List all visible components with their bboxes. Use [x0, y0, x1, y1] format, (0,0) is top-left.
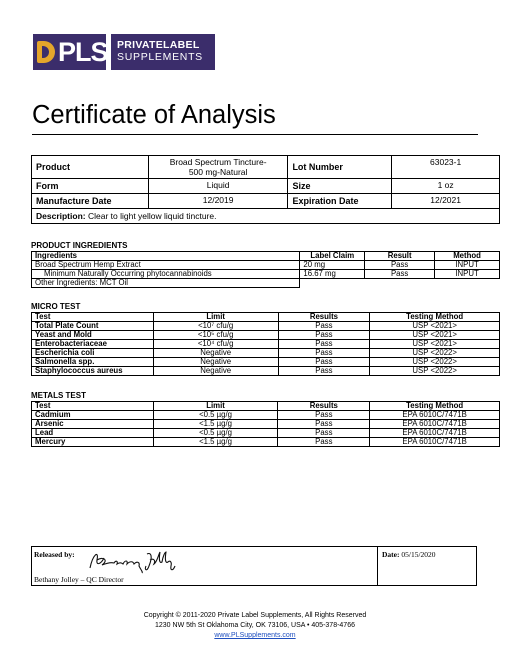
- date-value: 05/15/2020: [401, 550, 436, 559]
- result: Pass: [278, 358, 370, 367]
- release-cell: [32, 547, 378, 585]
- ingredients-heading: PRODUCT INGREDIENTS: [31, 241, 128, 250]
- limit: Negative: [153, 367, 278, 376]
- col-header: Testing Method: [370, 402, 500, 411]
- col-header: Limit: [153, 402, 278, 411]
- ingredient-name: Broad Spectrum Hemp Extract: [32, 261, 300, 270]
- table-row: [32, 367, 500, 376]
- limit: <1.5 µg/g: [153, 420, 278, 429]
- logo-line1: PRIVATELABEL: [117, 39, 200, 51]
- test-name: Mercury: [32, 438, 154, 447]
- result: Pass: [278, 429, 370, 438]
- metals-heading: METALS TEST: [31, 391, 86, 400]
- result: Pass: [365, 270, 435, 279]
- limit: <10⁵ cfu/g: [153, 331, 278, 340]
- exp-date-label: Expiration Date: [288, 194, 392, 209]
- release-date: [382, 550, 436, 559]
- logo-wordmark: [111, 34, 215, 70]
- lot-label: Lot Number: [288, 156, 392, 179]
- release-box: [31, 546, 477, 586]
- method: USP <2021>: [370, 331, 500, 340]
- test-name: Lead: [32, 429, 154, 438]
- table-row: [32, 156, 500, 179]
- method: USP <2022>: [370, 358, 500, 367]
- released-by-label: Released by:: [34, 550, 75, 559]
- product-label: Product: [32, 156, 149, 179]
- method: USP <2022>: [370, 367, 500, 376]
- page-title: Certificate of Analysis: [32, 101, 276, 129]
- logo-line2: SUPPLEMENTS: [117, 51, 203, 63]
- col-header: Test: [32, 402, 154, 411]
- result: Pass: [278, 411, 370, 420]
- result: Pass: [365, 261, 435, 270]
- micro-table: [31, 312, 500, 376]
- test-name: Yeast and Mold: [32, 331, 154, 340]
- result: Pass: [278, 349, 370, 358]
- company-logo: [33, 34, 213, 70]
- method: EPA 6010C/7471B: [370, 438, 500, 447]
- micro-heading: MICRO TEST: [31, 302, 81, 311]
- test-name: Escherichia coli: [32, 349, 154, 358]
- result: Pass: [278, 340, 370, 349]
- test-name: Staphylococcus aureus: [32, 367, 154, 376]
- ingredient-name: Minimum Naturally Occurring phytocannabinoids: [32, 270, 300, 279]
- result: Pass: [278, 322, 370, 331]
- logo-mark-text: PLS: [58, 37, 108, 67]
- label-claim: 16.67 mg: [300, 270, 365, 279]
- limit: Negative: [153, 358, 278, 367]
- website-link[interactable]: www.PLSupplements.com: [214, 632, 296, 639]
- ingredients-table: [31, 251, 500, 288]
- method: EPA 6010C/7471B: [370, 429, 500, 438]
- form-label: Form: [32, 179, 149, 194]
- lot-value: 63023-1: [392, 156, 500, 179]
- limit: <10⁴ cfu/g: [153, 340, 278, 349]
- signature-image: [87, 548, 177, 574]
- limit: <10⁷ cfu/g: [153, 322, 278, 331]
- col-header: Test: [32, 313, 154, 322]
- col-header: Label Claim: [300, 252, 365, 261]
- result: Pass: [278, 367, 370, 376]
- table-row: [32, 209, 500, 224]
- size-value: 1 oz: [392, 179, 500, 194]
- empty-cell: [300, 279, 500, 288]
- product-value-line2: 500 mg-Natural: [188, 167, 248, 177]
- limit: <0.5 µg/g: [153, 429, 278, 438]
- mfg-date-value: 12/2019: [148, 194, 288, 209]
- col-header: Testing Method: [370, 313, 500, 322]
- mfg-date-label: Manufacture Date: [32, 194, 149, 209]
- description-cell: [32, 209, 500, 224]
- table-row: [32, 279, 500, 288]
- method: EPA 6010C/7471B: [370, 420, 500, 429]
- method: EPA 6010C/7471B: [370, 411, 500, 420]
- limit: Negative: [153, 349, 278, 358]
- metals-table: [31, 401, 500, 447]
- col-header: Results: [278, 313, 370, 322]
- title-rule: [32, 134, 478, 135]
- col-header: Results: [278, 402, 370, 411]
- test-name: Arsenic: [32, 420, 154, 429]
- product-value-line1: Broad Spectrum Tincture-: [169, 157, 267, 167]
- test-name: Enterobacteriaceae: [32, 340, 154, 349]
- other-ingredients: Other Ingredients: MCT Oil: [32, 279, 300, 288]
- method: USP <2022>: [370, 349, 500, 358]
- exp-date-value: 12/2021: [392, 194, 500, 209]
- result: Pass: [278, 420, 370, 429]
- result: Pass: [278, 331, 370, 340]
- method: INPUT: [435, 270, 500, 279]
- product-value: [148, 156, 288, 179]
- method: INPUT: [435, 261, 500, 270]
- footer-copyright: Copyright © 2011-2020 Private Label Supplements, All Rights Reserved: [143, 612, 367, 619]
- product-info-table: [31, 155, 500, 224]
- date-label: Date:: [382, 550, 400, 559]
- size-label: Size: [288, 179, 392, 194]
- limit: <0.5 µg/g: [153, 411, 278, 420]
- col-header: Ingredients: [32, 252, 300, 261]
- result: Pass: [278, 438, 370, 447]
- signer-name: Bethany Jolley – QC Director: [34, 575, 124, 584]
- table-row: [32, 179, 500, 194]
- col-header: Result: [365, 252, 435, 261]
- test-name: Cadmium: [32, 411, 154, 420]
- test-name: Total Plate Count: [32, 322, 154, 331]
- footer-website-row: [0, 632, 510, 639]
- footer-address: 1230 NW 5th St Oklahoma City, OK 73106, USA • 405-378-4766: [155, 622, 355, 629]
- col-header: Limit: [153, 313, 278, 322]
- logo-d-mark: [37, 41, 55, 63]
- label-claim: 20 mg: [300, 261, 365, 270]
- description-value: Clear to light yellow liquid tincture.: [87, 211, 217, 221]
- table-row: [32, 194, 500, 209]
- logo-badge: [33, 34, 106, 70]
- limit: <1.5 µg/g: [153, 438, 278, 447]
- method: USP <2021>: [370, 340, 500, 349]
- description-label: Description:: [36, 211, 86, 221]
- form-value: Liquid: [148, 179, 288, 194]
- test-name: Salmonella spp.: [32, 358, 154, 367]
- method: USP <2021>: [370, 322, 500, 331]
- col-header: Method: [435, 252, 500, 261]
- table-row: [32, 438, 500, 447]
